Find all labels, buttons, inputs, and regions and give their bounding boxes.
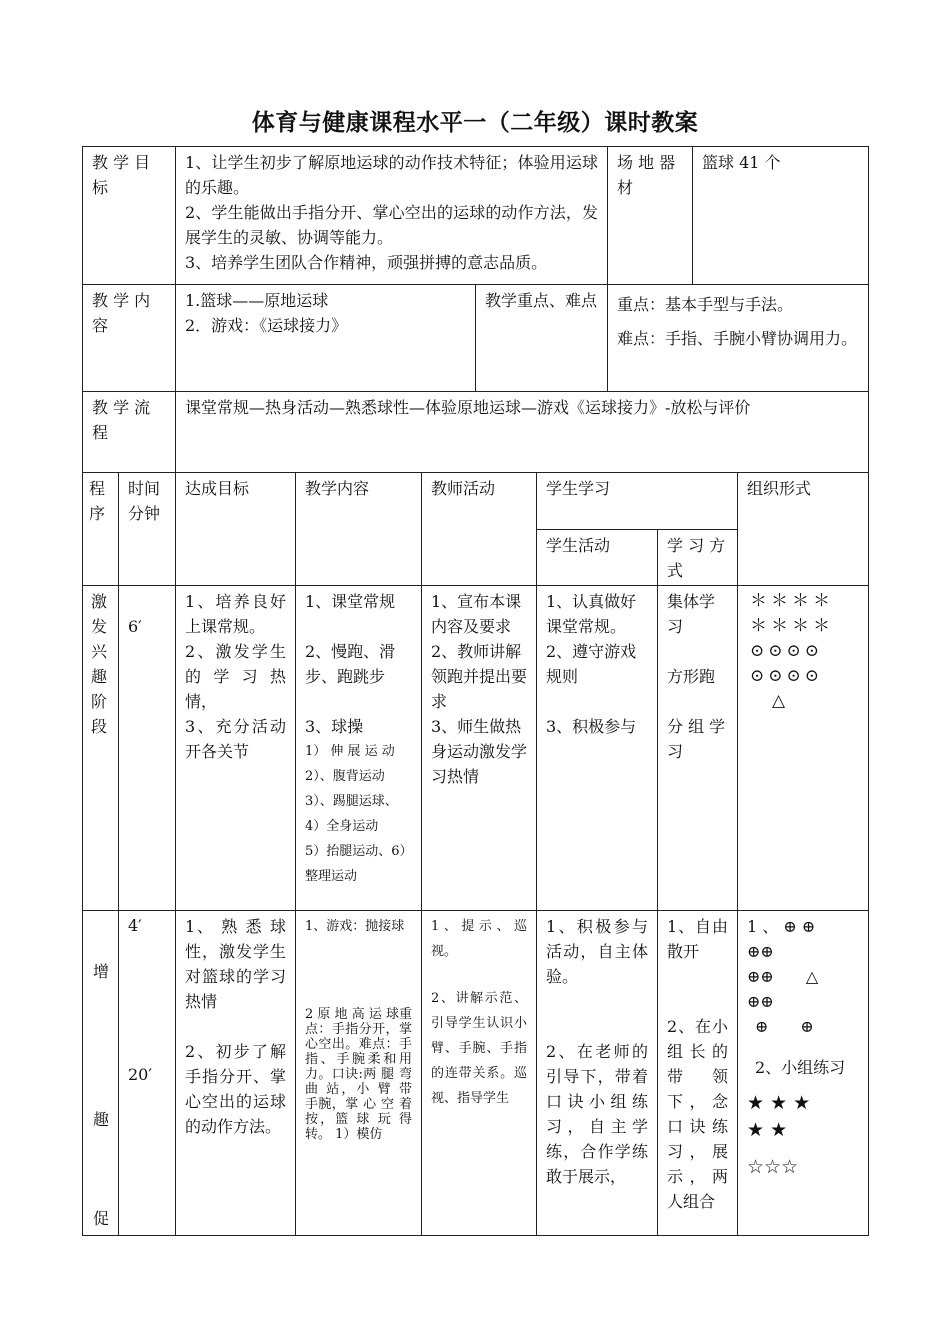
header-order xyxy=(82,472,119,586)
stage2-target-cell xyxy=(175,910,296,1236)
key-label-cell xyxy=(475,284,608,392)
flow-label-cell xyxy=(82,391,176,473)
header-order-text: 程序 xyxy=(89,479,106,523)
stage1-student-cell xyxy=(536,585,658,911)
stage1-name-cell xyxy=(82,585,119,911)
content-label: 教 学 内容 xyxy=(92,291,151,335)
stage1-content-sub-1: 1） 伸 展 运 动 xyxy=(305,744,395,759)
stage2-name-char-3: 促 xyxy=(93,1209,110,1228)
org-group-row-3: ⊕⊕ △ xyxy=(747,967,819,986)
stage2-teacher-cell xyxy=(421,910,537,1236)
stage1-method-1: 集体学习 xyxy=(667,592,716,636)
header-time-text: 时间分钟 xyxy=(128,479,161,523)
stage1-student-3: 3、积极参与 xyxy=(546,717,637,736)
org-practice-label: 2、小组练习 xyxy=(755,1058,846,1077)
stage2-method-cell xyxy=(657,910,738,1236)
stage1-method-3: 分 组 学习 xyxy=(667,717,726,761)
org-row-circle-2: ⊙⊙⊙⊙ xyxy=(750,666,823,686)
stage1-content-cell xyxy=(295,585,422,911)
header-time xyxy=(118,472,176,586)
stage2-student-1: 1、积极参与活动，自主体验。 xyxy=(546,917,648,986)
stage2-name-char-2: 趣 xyxy=(93,1110,110,1129)
goal-label: 教 学 目标 xyxy=(92,153,151,197)
stage2-time-1: 4′ xyxy=(128,916,142,935)
stage1-teacher-2: 2、教师讲解领跑并提出要求 xyxy=(431,642,528,711)
org-filled-stars-row-1: ★ ★ ★ xyxy=(747,1092,811,1114)
stage2-name-cell xyxy=(82,910,119,1236)
org-row-circle-1: ⊙⊙⊙⊙ xyxy=(750,641,823,661)
org-group-row-2: ⊕⊕ xyxy=(747,942,774,961)
stage1-content-1: 1、课堂常规 xyxy=(305,592,396,611)
org-filled-stars-row-2: ★ ★ xyxy=(747,1119,788,1141)
stage1-student-1: 1、认真做好课堂常规。 xyxy=(546,592,637,636)
header-learning-method-text: 学 习 方式 xyxy=(667,536,726,580)
header-teacher-text: 教师活动 xyxy=(431,479,496,498)
goal-content-cell xyxy=(175,146,608,285)
stage2-student-cell xyxy=(536,910,658,1236)
org-group-row-5: ⊕ ⊕ xyxy=(755,1017,814,1036)
stage1-content-sub-3: 3）、踢腿运球、4）全身运动 xyxy=(305,794,398,834)
stage2-content-1: 1、游戏：抛接球 xyxy=(305,919,405,934)
stage1-content-2: 2、慢跑、滑步、跑跳步 xyxy=(305,642,396,686)
stage1-method-cell xyxy=(657,585,738,911)
goal-item-1: 1、让学生初步了解原地运球的动作技术特征；体验用运球的乐趣。 xyxy=(185,153,598,197)
org-group-row-1: 1 、 ⊕ ⊕ xyxy=(747,917,816,936)
stage1-teacher-3: 3、师生做热身运动激发学习热情 xyxy=(431,717,528,786)
stage1-time: 6′ xyxy=(128,617,142,636)
equipment-label: 场 地 器材 xyxy=(617,153,676,197)
stage1-target-2: 2、激发学生的 学 习 热情， xyxy=(185,642,286,711)
stage2-method-1: 1、自由散开 xyxy=(667,917,728,961)
org-row-asterisk-1: ＊＊＊＊ xyxy=(750,591,834,611)
stage2-time-cell xyxy=(118,910,176,1236)
stage1-target-3: 3、充分活动开各关节 xyxy=(185,717,286,761)
stage2-name-char-1: 增 xyxy=(93,962,110,981)
stage1-org-cell xyxy=(737,585,869,911)
stage1-content-sub-4: 5）抬腿运动、6）整理运动 xyxy=(305,844,407,884)
stage1-student-2: 2、遵守游戏规则 xyxy=(546,642,637,686)
header-teacher xyxy=(421,472,537,586)
goal-item-3: 3、培养学生团队合作精神，顽强拼搏的意志品质。 xyxy=(185,253,548,272)
stage1-target-1: 1、培养良好上课常规。 xyxy=(185,592,286,636)
header-target-text: 达成目标 xyxy=(185,479,250,498)
header-content-text: 教学内容 xyxy=(305,479,370,498)
stage2-org-cell xyxy=(737,910,869,1236)
stage2-student-2: 2、在老师的引导下，带着口诀小组练习，自主学练，合作学练敢于展示， xyxy=(546,1042,648,1186)
key-points-cell xyxy=(607,284,869,392)
page-title: 体育与健康课程水平一（二年级）课时教案 xyxy=(251,110,699,136)
content-items-cell xyxy=(175,284,476,392)
content-item-1: 1.篮球——原地运球 xyxy=(185,291,329,310)
header-target xyxy=(175,472,296,586)
stage1-time-cell xyxy=(118,585,176,911)
header-student-activity xyxy=(536,529,658,586)
equipment-value: 篮球 41 个 xyxy=(702,153,781,172)
stage1-method-2: 方形跑 xyxy=(667,667,716,686)
stage1-name: 激发兴趣阶段 xyxy=(91,592,108,736)
header-organization-text: 组织形式 xyxy=(747,479,812,498)
stage2-content-cell xyxy=(295,910,422,1236)
stage1-content-sub-2: 2）、腹背运动 xyxy=(305,769,385,784)
stage2-time-2: 20′ xyxy=(128,1065,152,1084)
org-teacher-triangle-icon: △ xyxy=(772,691,790,711)
difficulty: 难点：手指、手腕小臂协调用力。 xyxy=(617,329,858,348)
org-hollow-stars-row: ☆☆☆ xyxy=(747,1156,799,1178)
stage1-teacher-cell xyxy=(421,585,537,911)
stage1-target-cell xyxy=(175,585,296,911)
stage2-target-1: 1、 熟 悉 球性，激发学生对篮球的学习热情 xyxy=(185,917,286,1011)
key-point: 重点：基本手型与手法。 xyxy=(617,295,794,314)
goal-label-cell xyxy=(82,146,176,285)
header-learning-method xyxy=(657,529,738,586)
content-item-2: 2．游戏：《运球接力》 xyxy=(185,316,348,335)
stage2-teacher-1: 1、提示、巡视。 xyxy=(431,919,527,959)
flow-text-cell xyxy=(175,391,869,473)
org-row-asterisk-2: ＊＊＊＊ xyxy=(750,616,834,636)
stage2-content-2: 2 原 地 高 运 球重点：手指分开，掌心空出。难点：手指、手腕柔和用力。口诀:两 腿 弯曲 站，小 臂 带 手腕，掌 心 空 着 按，篮 球 玩 得转。 1）模仿 xyxy=(305,1007,412,1142)
goal-item-2: 2、学生能做出手指分开、掌心空出的运球的动作方法，发展学生的灵敏、协调等能力。 xyxy=(185,203,598,247)
stage2-target-2: 2、初步了解手指分开、掌心空出的运球的动作方法。 xyxy=(185,1042,286,1136)
equipment-value-cell xyxy=(692,146,869,285)
content-label-cell xyxy=(82,284,176,392)
header-student-learning xyxy=(536,472,738,530)
equipment-label-cell xyxy=(607,146,693,285)
stage1-content-3: 3、球操 xyxy=(305,717,364,736)
stage2-method-2: 2、在小组长的 带 领下，念口诀练习，展示，两人组合 xyxy=(667,1017,728,1211)
header-student-activity-text: 学生活动 xyxy=(546,536,611,555)
stage1-teacher-1: 1、宣布本课内容及要求 xyxy=(431,592,522,636)
header-content xyxy=(295,472,422,586)
org-group-row-4: ⊕⊕ xyxy=(747,992,774,1011)
header-organization xyxy=(737,472,869,586)
stage2-teacher-2: 2、讲解示范、引导学生认识小臂、手腕、手指的连带关系。巡视、指导学生 xyxy=(431,991,527,1106)
flow-label: 教 学 流程 xyxy=(92,398,151,442)
key-label: 教学重点、难点 xyxy=(485,291,598,310)
flow-text: 课堂常规—热身活动—熟悉球性—体验原地运球—游戏《运球接力》-放松与评价 xyxy=(185,398,751,417)
header-student-learning-text: 学生学习 xyxy=(546,479,611,498)
